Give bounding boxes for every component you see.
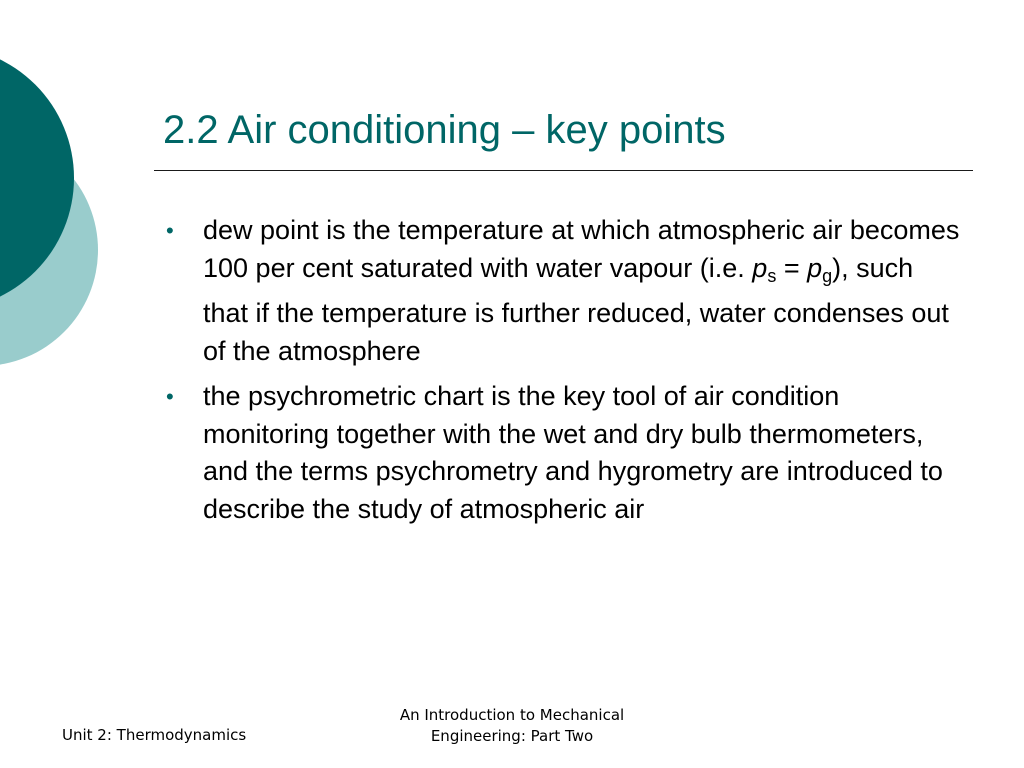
- slide-title: 2.2 Air conditioning – key points: [163, 108, 726, 152]
- equals-sign: =: [776, 252, 808, 283]
- subscript-s: s: [767, 265, 777, 286]
- footer-course-title: [372, 705, 652, 747]
- bullet-item-psychrometric-chart: [164, 378, 964, 528]
- footer-course-line-1: An Introduction to Mechanical: [399, 706, 625, 724]
- bullet-1-text-start: dew point is the temperature at which atmospheric air becomes 100 per cent saturated with water vapour (i.e.: [203, 215, 960, 283]
- symbol-p: p: [807, 252, 823, 283]
- title-divider: [154, 170, 973, 171]
- bullet-item-dew-point: [164, 212, 964, 370]
- symbol-p: p: [752, 252, 768, 283]
- bullet-icon: •: [166, 384, 174, 409]
- footer-course-line-2: Engineering: Part Two: [430, 727, 594, 745]
- bullet-1-text-end: ), such that if the temperature is further reduced, water condenses out of the atmosphere: [203, 252, 949, 366]
- footer-unit: Unit 2: Thermodynamics: [62, 726, 247, 744]
- bullet-icon: •: [166, 218, 174, 243]
- bullet-list: [164, 212, 964, 536]
- bullet-2-text: the psychrometric chart is the key tool of air condition monitoring together with the wet and dry bulb thermometers, and the terms psychrometry and hygrometry are introduced to describe the study of atmospheric air: [203, 381, 943, 524]
- subscript-g: g: [822, 265, 833, 286]
- decorative-circles: [0, 0, 110, 420]
